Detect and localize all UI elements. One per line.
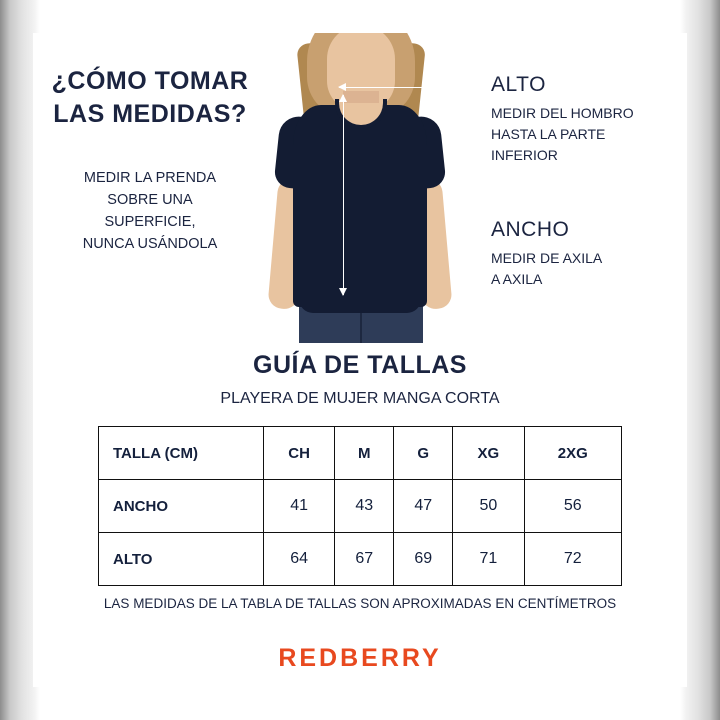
size-table-section: [33, 351, 687, 611]
alto-line-2: HASTA LA PARTE: [491, 126, 606, 142]
how-to-measure-heading: [35, 65, 265, 131]
header-2xg: 2XG: [524, 427, 621, 480]
header-m: M: [335, 427, 394, 480]
body-line-2: SOBRE UNA: [107, 192, 193, 208]
ancho-xg: 50: [453, 480, 524, 533]
ancho-line-1: MEDIR DE AXILA: [491, 250, 603, 266]
alto-line-1: MEDIR DEL HOMBRO: [491, 105, 634, 121]
alto-2xg: 72: [524, 533, 621, 586]
table-note: LAS MEDIDAS DE LA TABLA DE TALLAS SON APROXIMADAS EN CENTÍMETROS: [103, 596, 617, 611]
row-label-alto: ALTO: [99, 533, 264, 586]
width-measure-arrow-icon: [339, 87, 451, 88]
ancho-line-2: A AXILA: [491, 271, 543, 287]
brand-logo: REDBERRY: [278, 644, 442, 672]
table-row: [99, 533, 622, 586]
alto-definition: [491, 73, 681, 166]
top-section: [33, 33, 687, 343]
model-photo: [255, 33, 465, 343]
height-measure-arrow-icon: [343, 95, 344, 295]
ancho-definition: [491, 218, 681, 290]
alto-line-3: INFERIOR: [491, 147, 558, 163]
white-sheet: [33, 33, 687, 687]
ancho-m: 43: [335, 480, 394, 533]
footer: [33, 644, 687, 673]
ancho-g: 47: [394, 480, 453, 533]
alto-ch: 64: [264, 533, 335, 586]
heading-line-1: ¿CÓMO TOMAR: [51, 67, 249, 95]
table-row: [99, 480, 622, 533]
shirt-body: [293, 105, 427, 307]
heading-line-2: LAS MEDIDAS?: [53, 100, 247, 128]
header-ch: CH: [264, 427, 335, 480]
alto-body: [491, 103, 681, 166]
ancho-title: ANCHO: [491, 218, 570, 241]
header-xg: XG: [453, 427, 524, 480]
measurement-definitions: [491, 73, 681, 290]
ancho-body: [491, 248, 681, 290]
body-line-1: MEDIR LA PRENDA: [83, 170, 217, 186]
header-g: G: [394, 427, 453, 480]
body-line-3: SUPERFICIE,: [104, 214, 196, 230]
alto-xg: 71: [453, 533, 524, 586]
alto-g: 69: [394, 533, 453, 586]
body-line-4: NUNCA USÁNDOLA: [82, 236, 218, 252]
alto-title: ALTO: [491, 73, 546, 96]
how-to-measure-body: [35, 167, 265, 255]
ancho-ch: 41: [264, 480, 335, 533]
size-guide-title: GUÍA DE TALLAS: [253, 351, 467, 379]
table-header-row: [99, 427, 622, 480]
size-guide-subtitle: PLAYERA DE MUJER MANGA CORTA: [220, 390, 500, 407]
ancho-2xg: 56: [524, 480, 621, 533]
header-talla: TALLA (CM): [99, 427, 264, 480]
alto-m: 67: [335, 533, 394, 586]
row-label-ancho: ANCHO: [99, 480, 264, 533]
size-table: [98, 426, 622, 586]
how-to-measure-block: [35, 65, 265, 255]
